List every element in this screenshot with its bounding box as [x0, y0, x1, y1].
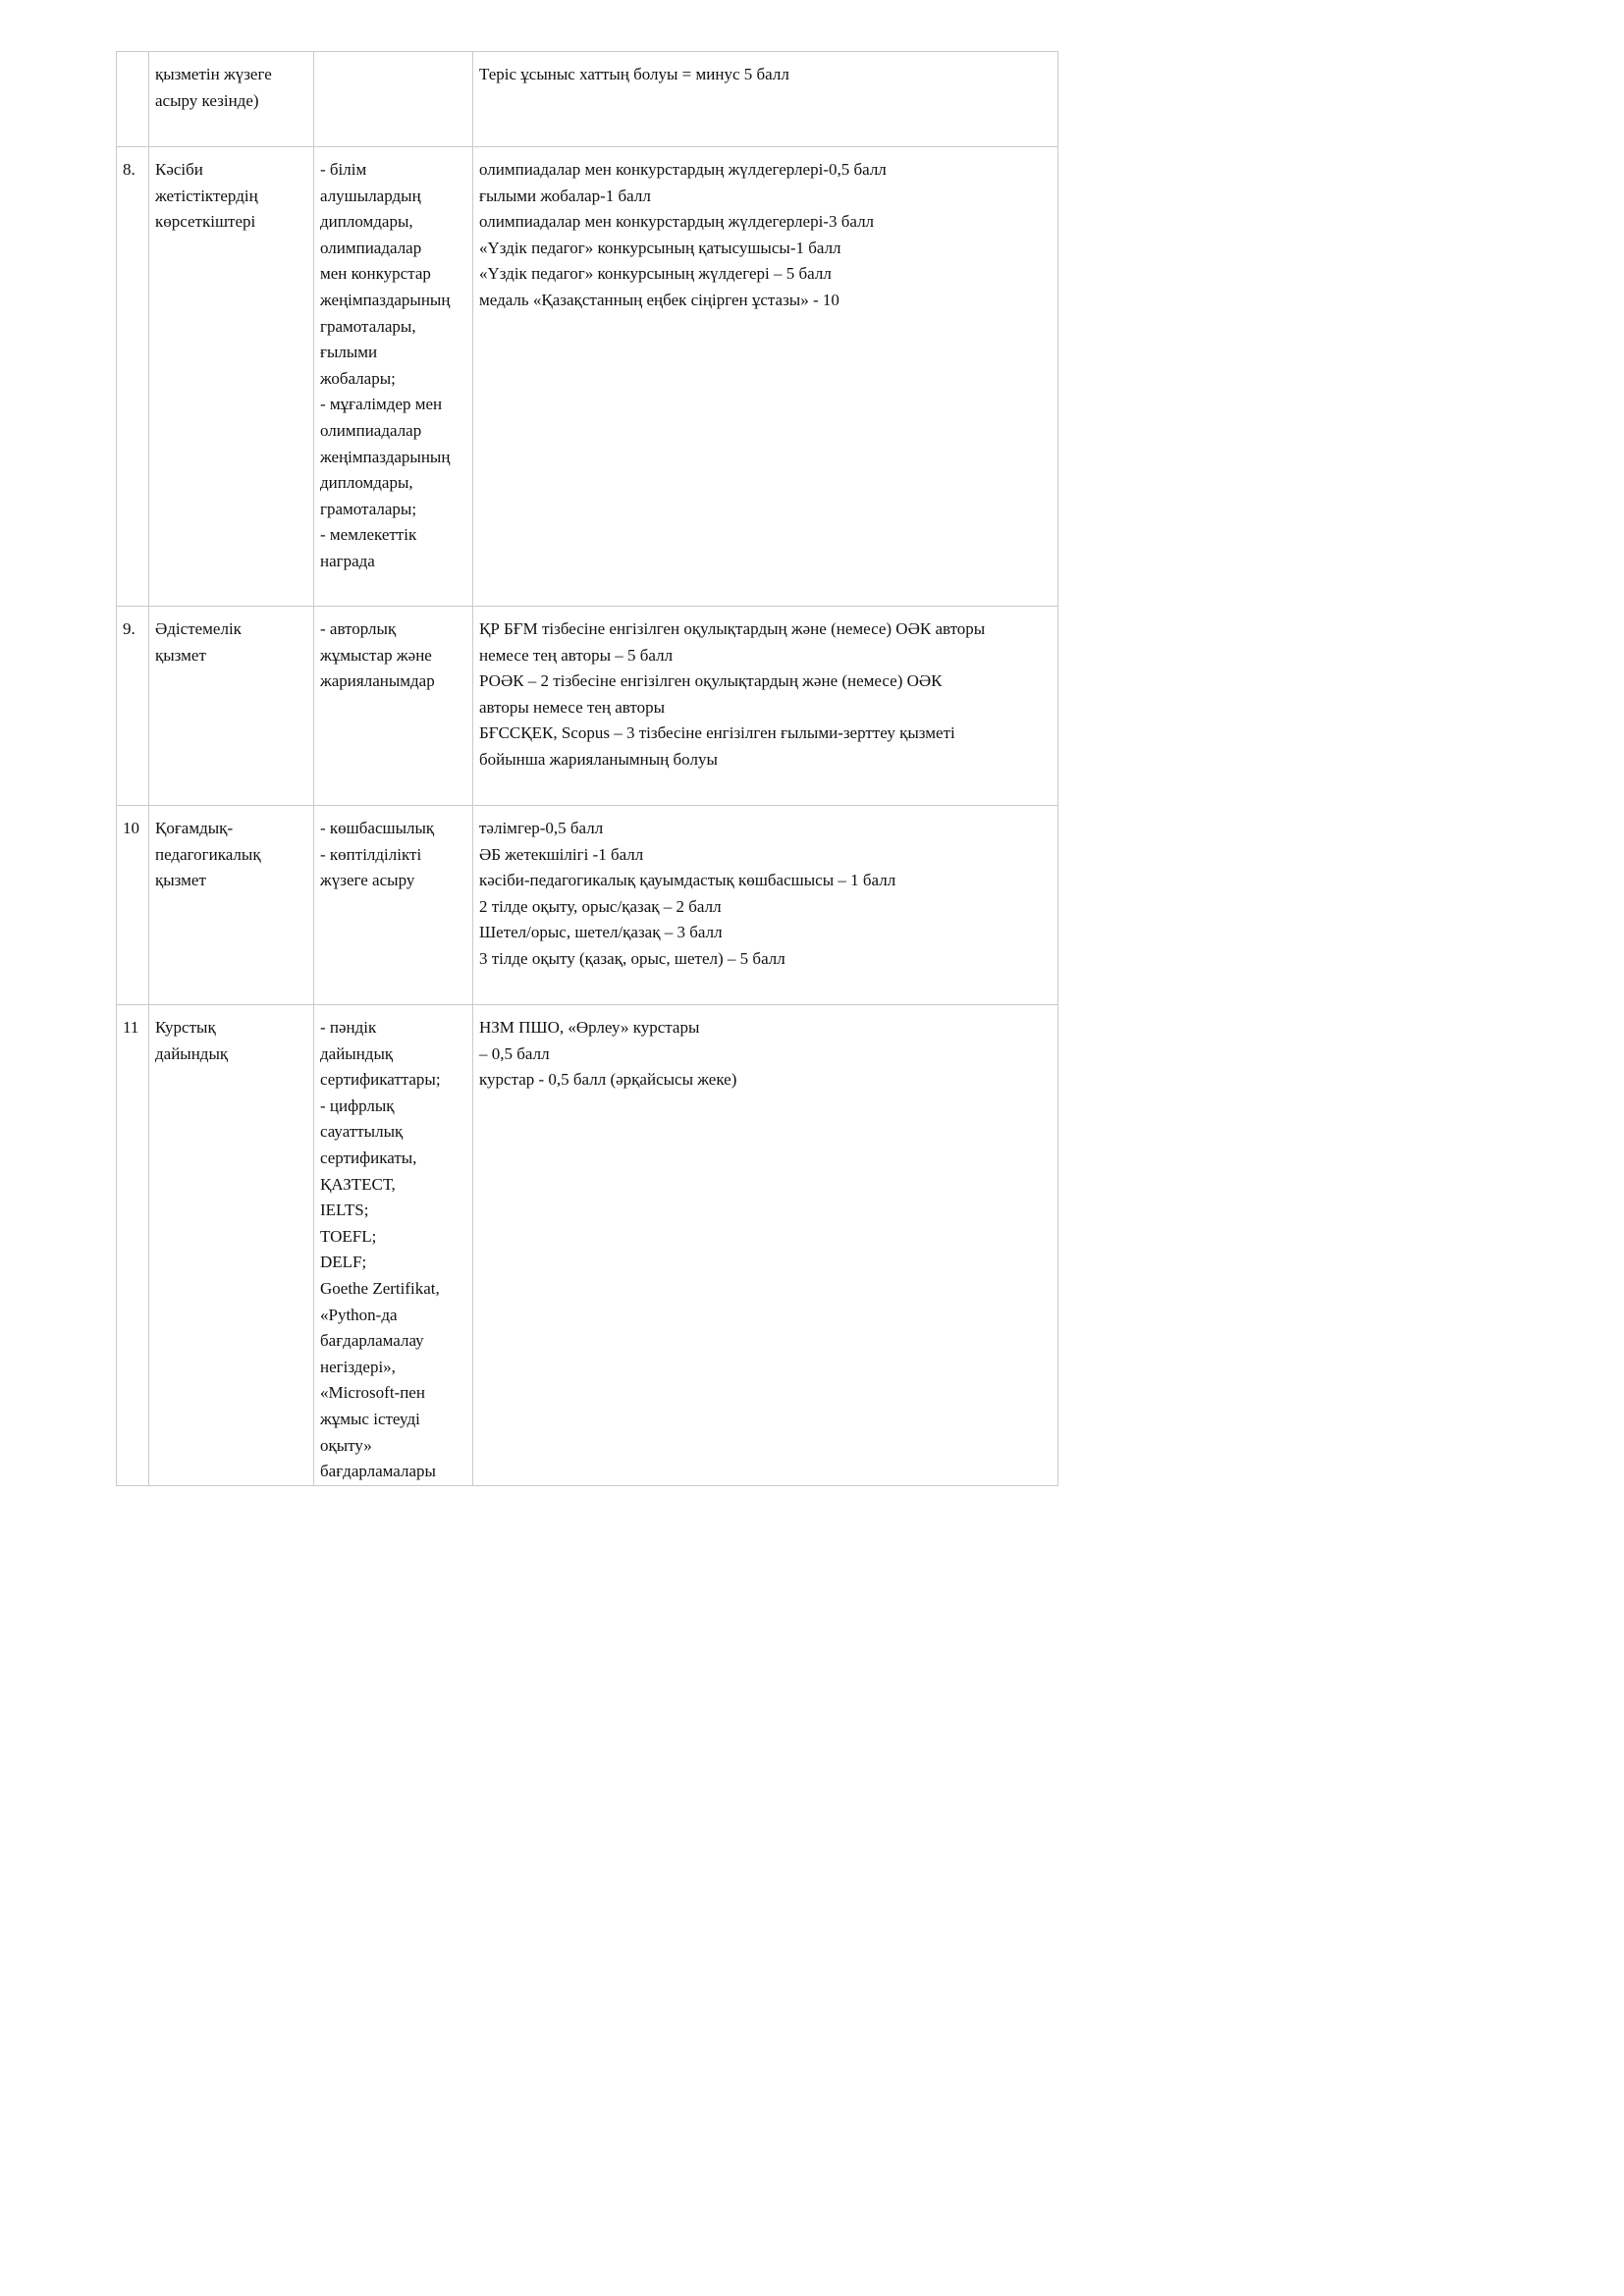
criterion-name-line: қызмет [155, 645, 206, 665]
criterion-score-cell [473, 147, 1058, 607]
criterion-name-line: қызмет [155, 871, 206, 890]
criteria-table-body [117, 52, 1058, 1486]
row-number: 11 [123, 1018, 139, 1037]
criterion-name-line: асыру кезінде) [155, 90, 259, 110]
score-line: кәсіби-педагогикалық қауымдастық көшбасшысы – 1 балл [479, 871, 896, 890]
criterion-name-cell [149, 147, 314, 607]
criterion-name-line: Қоғамдық- [155, 819, 234, 837]
score-line: олимпиадалар мен конкурстардың жүлдегерлері-0,5 балл [479, 160, 887, 179]
criterion-description-line: ғылыми [320, 343, 378, 362]
table-row [117, 147, 1058, 607]
criterion-description-line: мен конкурстар [320, 264, 431, 284]
criterion-score-cell [473, 52, 1058, 147]
row-number: 10 [123, 819, 139, 837]
criterion-description-line: «Microsoft-пен [320, 1383, 425, 1403]
criterion-description-line: «Python-да [320, 1305, 398, 1324]
score-line: «Үздік педагог» конкурсының қатысушысы-1 балл [479, 238, 841, 257]
criterion-name-line: көрсеткіштері [155, 212, 256, 232]
criterion-description-line: грамоталары; [320, 499, 417, 518]
criteria-table [116, 51, 1058, 1486]
row-number: 9. [123, 619, 135, 638]
criterion-description-line: - мұғалімдер мен [320, 395, 443, 414]
score-line: олимпиадалар мен конкурстардың жүлдегерлері-3 балл [479, 212, 875, 232]
criterion-description-line: жүзеге асыру [320, 871, 415, 890]
criterion-description-line: жобалары; [320, 368, 396, 388]
score-line: – 0,5 балл [479, 1043, 550, 1063]
criterion-description-line: жұмыстар және [320, 645, 432, 665]
row-number-cell [117, 806, 149, 1005]
criterion-description-line: дайындық [320, 1043, 394, 1063]
score-line: немесе тең авторы – 5 балл [479, 645, 674, 665]
criterion-description-line: грамоталары, [320, 316, 416, 336]
score-line: медаль «Қазақстанның еңбек сіңірген ұстазы» - 10 [479, 290, 839, 309]
criterion-description-line: олимпиадалар [320, 238, 422, 257]
criterion-description-line: DELF; [320, 1253, 367, 1272]
table-row [117, 607, 1058, 806]
criterion-description-line: Goethe Zertifikat, [320, 1278, 440, 1298]
criterion-name-cell [149, 806, 314, 1005]
criterion-description-line: дипломдары, [320, 212, 413, 232]
score-line: 2 тілде оқыту, орыс/қазақ – 2 балл [479, 896, 722, 916]
criterion-description-line: жеңімпаздарының [320, 447, 451, 466]
criterion-description-line: жеңімпаздарының [320, 290, 451, 309]
criterion-score-cell [473, 607, 1058, 806]
criterion-description-line: ҚАЗТЕСТ, [320, 1174, 396, 1194]
criterion-name-line: педагогикалық [155, 844, 261, 864]
criterion-name-cell [149, 1005, 314, 1486]
score-line: «Үздік педагог» конкурсының жүлдегері – 5 балл [479, 264, 832, 284]
score-line: авторы немесе тең авторы [479, 697, 666, 717]
row-number-cell [117, 607, 149, 806]
score-line: 3 тілде оқыту (қазақ, орыс, шетел) – 5 балл [479, 948, 785, 968]
criterion-description-line: - пәндік [320, 1018, 377, 1037]
criterion-description-line: негіздері», [320, 1357, 396, 1376]
criterion-description-line: олимпиадалар [320, 420, 422, 440]
criterion-description-line: - цифрлық [320, 1095, 395, 1115]
criterion-description-line: - білім [320, 160, 367, 179]
score-line: Шетел/орыс, шетел/қазақ – 3 балл [479, 923, 723, 942]
score-line: НЗМ ПШО, «Өрлеу» курстары [479, 1018, 700, 1037]
row-number: 8. [123, 160, 135, 179]
criterion-description-cell [314, 147, 473, 607]
criterion-description-line: IELTS; [320, 1201, 369, 1220]
score-line: тәлімгер-0,5 балл [479, 819, 604, 837]
criterion-name-line: дайындық [155, 1043, 229, 1063]
score-line: БҒССҚЕК, Scopus – 3 тізбесіне енгізілген ғылыми-зерттеу қызметі [479, 723, 955, 743]
criterion-name-line: Курстық [155, 1018, 216, 1037]
row-number-cell [117, 1005, 149, 1486]
criterion-description-cell [314, 1005, 473, 1486]
criterion-description-line: алушылардың [320, 186, 421, 205]
score-line: курстар - 0,5 балл (әрқайсысы жеке) [479, 1070, 737, 1090]
criterion-name-cell [149, 607, 314, 806]
criterion-description-line: оқыту» [320, 1435, 372, 1455]
table-row [117, 1005, 1058, 1486]
criterion-description-line: бағдарламалау [320, 1331, 424, 1351]
criterion-description-line: - мемлекеттік [320, 525, 417, 545]
criterion-description-line: бағдарламалары [320, 1462, 436, 1481]
row-number-cell [117, 147, 149, 607]
criterion-description-cell [314, 607, 473, 806]
criterion-name-line: жетістіктердің [155, 186, 258, 205]
criterion-name-cell [149, 52, 314, 147]
table-row [117, 52, 1058, 147]
criterion-description-cell [314, 52, 473, 147]
score-line: бойынша жарияланымның болуы [479, 749, 718, 769]
score-line: Теріс ұсыныс хаттың болуы = минус 5 балл [479, 65, 789, 83]
criterion-description-line: - көптілділікті [320, 844, 422, 864]
criterion-description-line: - авторлық [320, 619, 397, 638]
criterion-description-line: награда [320, 551, 375, 570]
criterion-name-line: Әдістемелік [155, 619, 242, 638]
criterion-name-line: қызметін жүзеге [155, 65, 272, 83]
criterion-description-line: сауаттылық [320, 1122, 404, 1142]
table-row [117, 806, 1058, 1005]
score-line: ӘБ жетекшілігі -1 балл [479, 844, 644, 864]
criterion-name-line: Кәсіби [155, 160, 203, 179]
score-line: ҚР БҒМ тізбесіне енгізілген оқулықтардың және (немесе) ОӘК авторы [479, 619, 986, 638]
criterion-description-line: сертификаттары; [320, 1070, 441, 1090]
score-line: ғылыми жобалар-1 балл [479, 186, 651, 205]
criterion-description-line: дипломдары, [320, 473, 413, 493]
criterion-description-line: - көшбасшылық [320, 819, 435, 837]
score-line: РОӘК – 2 тізбесіне енгізілген оқулықтардың және (немесе) ОӘК [479, 671, 943, 691]
criterion-score-cell [473, 806, 1058, 1005]
criterion-description-cell [314, 806, 473, 1005]
criterion-description-line: сертификаты, [320, 1148, 417, 1167]
criterion-description-line: TOEFL; [320, 1226, 377, 1246]
criterion-description-line: жұмыс істеуді [320, 1409, 420, 1428]
row-number-cell [117, 52, 149, 147]
criterion-description-line: жарияланымдар [320, 671, 435, 691]
criterion-score-cell [473, 1005, 1058, 1486]
